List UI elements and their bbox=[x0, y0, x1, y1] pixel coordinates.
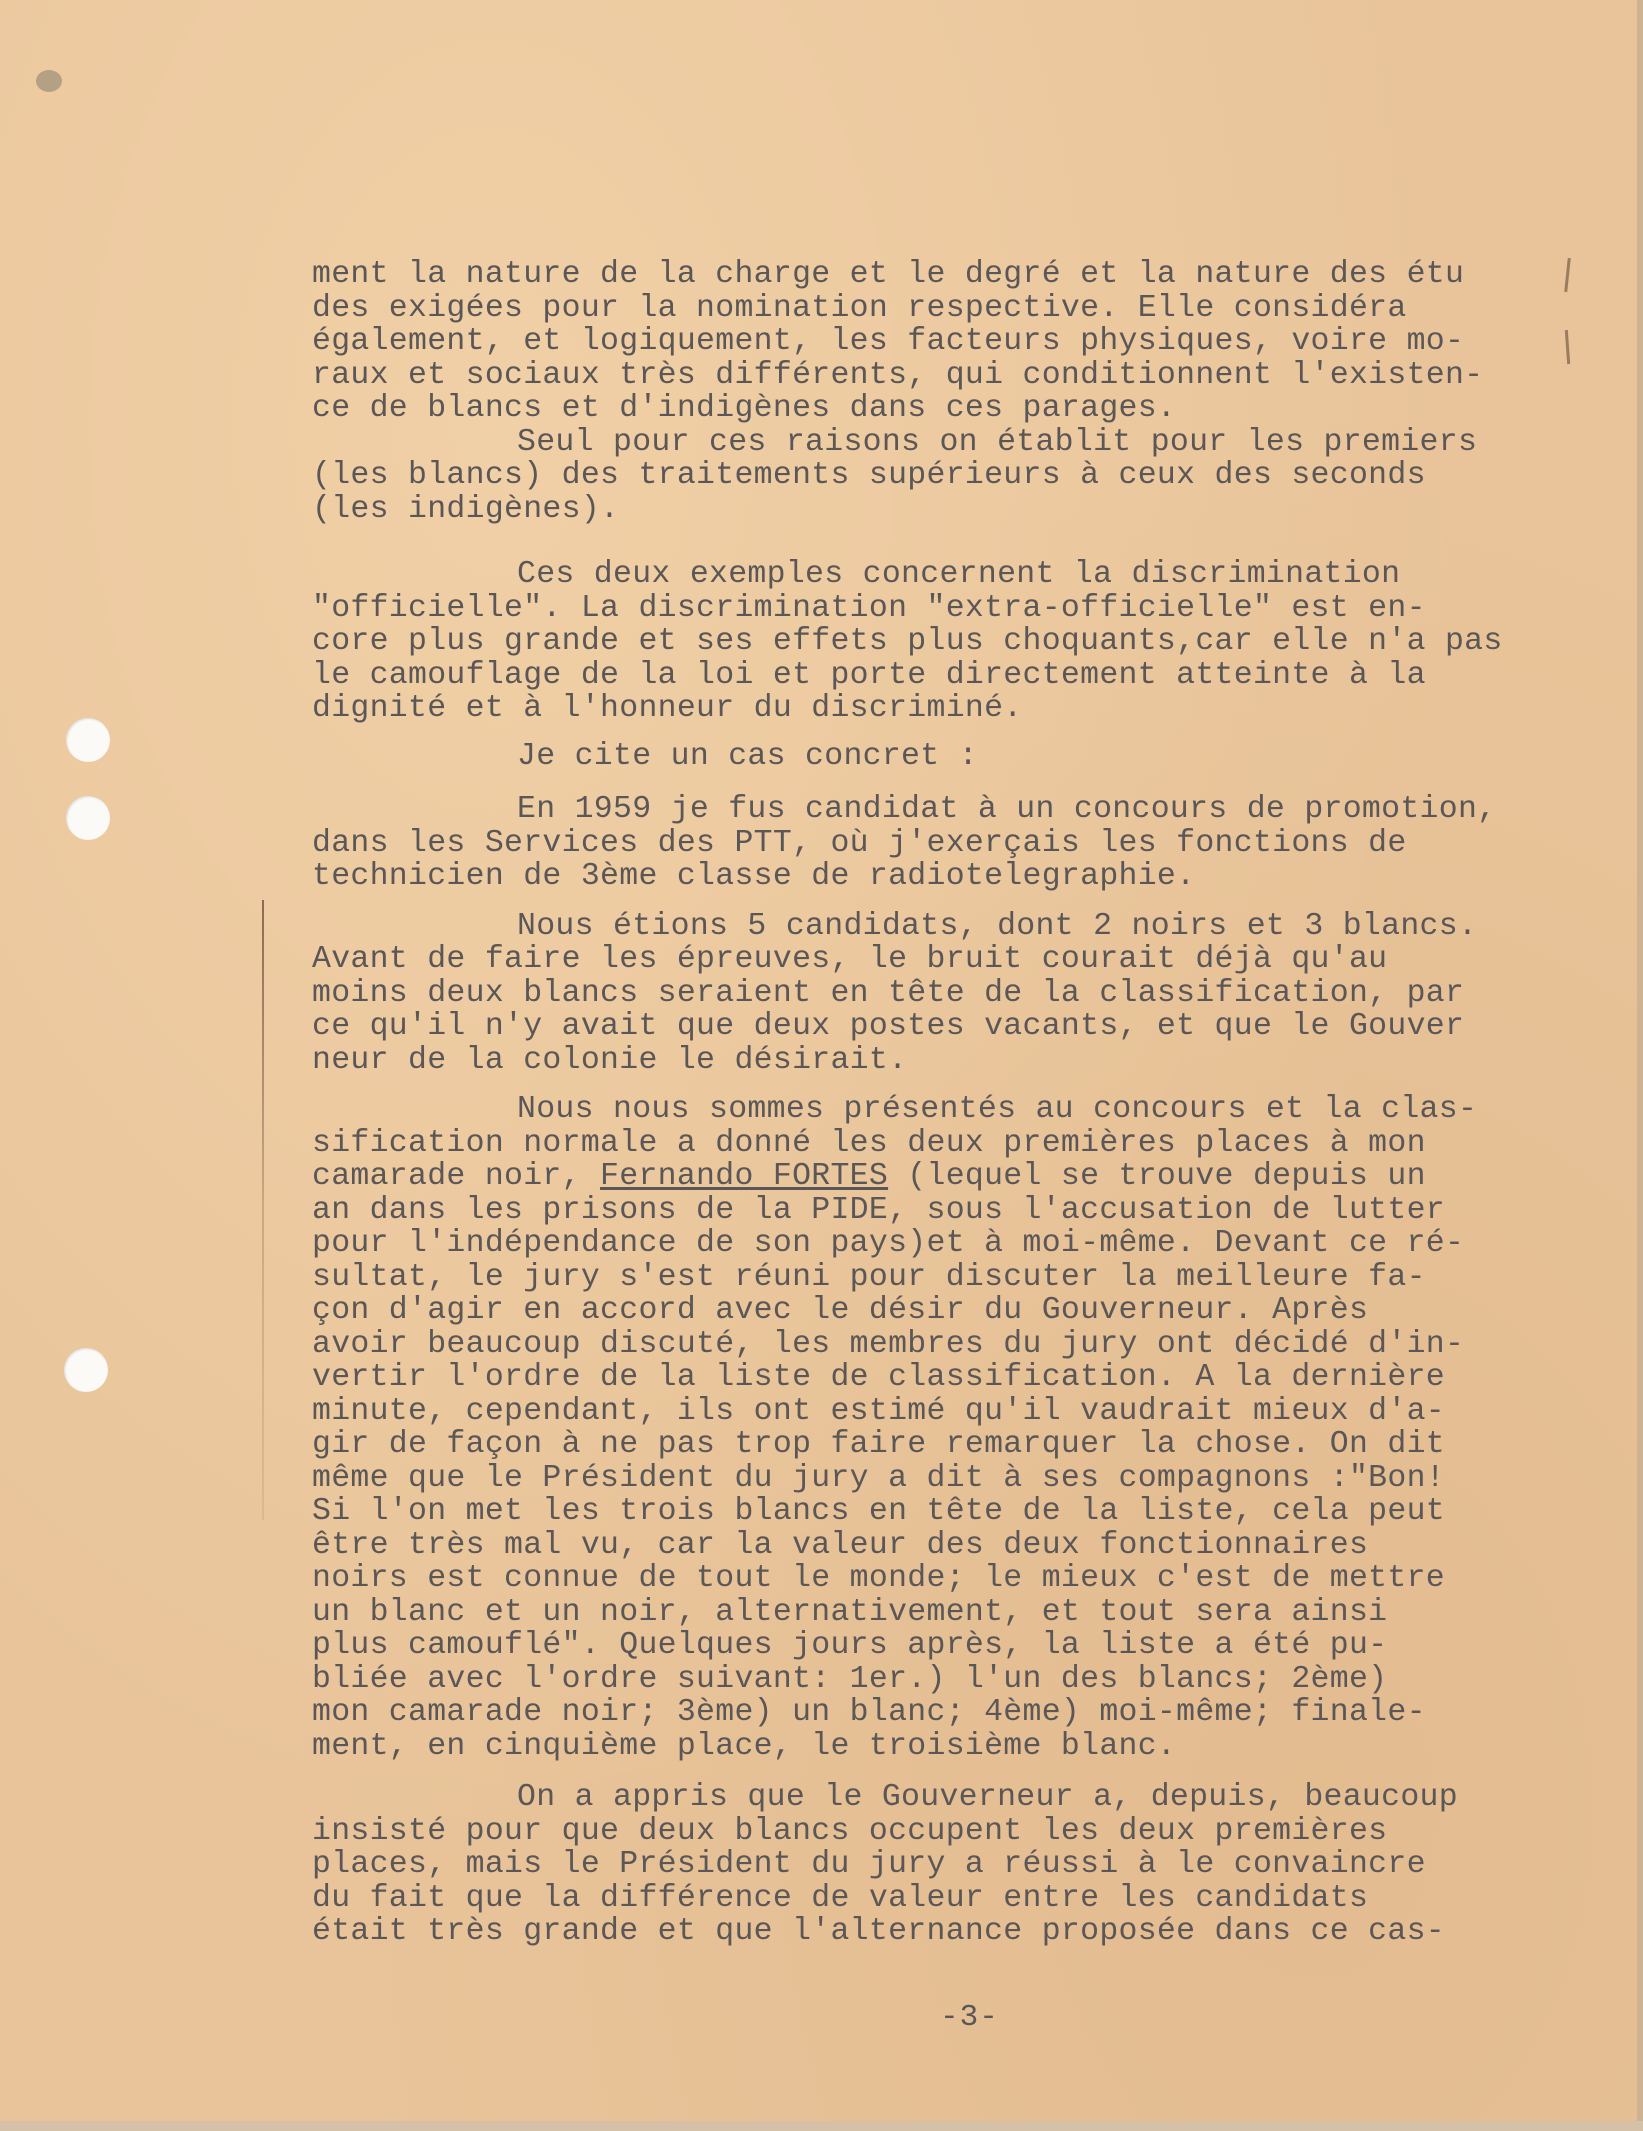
paragraph bbox=[312, 793, 1572, 894]
text-line: dans les Services des PTT, où j'exerçais les fonctions de bbox=[312, 825, 1407, 861]
ink-smudge bbox=[36, 70, 62, 92]
text-line: plus camouflé". Quelques jours après, la liste a été pu- bbox=[312, 1628, 1388, 1663]
text-line: minute, cependant, ils ont estimé qu'il vaudrait mieux d'a- bbox=[312, 1393, 1445, 1429]
text-line: (les blancs) des traitements supérieurs à ceux des seconds bbox=[312, 458, 1426, 493]
text-line: le camouflage de la loi et porte directement atteinte à la bbox=[312, 657, 1426, 693]
text-line: sultat, le jury s'est réuni pour discuter la meilleure fa- bbox=[312, 1259, 1426, 1295]
paragraph bbox=[312, 558, 1572, 726]
text-line: "officielle". La discrimination "extra-officielle" est en- bbox=[312, 590, 1426, 626]
text-line: core plus grande et ses effets plus choquants,car elle n'a pas bbox=[312, 624, 1503, 659]
text-line: ce de blancs et d'indigènes dans ces parages. bbox=[312, 391, 1177, 426]
text-line: On a appris que le Gouverneur a, depuis, beaucoup bbox=[517, 1780, 1458, 1815]
text-fragment: camarade noir, bbox=[312, 1159, 601, 1194]
text-line: bliée avec l'ordre suivant: 1er.) l'un des blancs; 2ème) bbox=[312, 1661, 1388, 1697]
text-line: même que le Président du jury a dit à ses compagnons :"Bon! bbox=[312, 1460, 1445, 1496]
text-line: raux et sociaux très différents, qui conditionnent l'existen- bbox=[312, 357, 1484, 393]
text-line: insisté pour que deux blancs occupent les deux premières bbox=[312, 1813, 1388, 1849]
text-line: Si l'on met les trois blancs en tête de la liste, cela peut bbox=[312, 1494, 1445, 1529]
text-line: gir de façon à ne pas trop faire remarquer la chose. On dit bbox=[312, 1427, 1445, 1462]
text-line: ce qu'il n'y avait que deux postes vacants, et que le Gouver bbox=[312, 1009, 1465, 1044]
text-line: En 1959 je fus candidat à un concours de promotion, bbox=[517, 792, 1497, 827]
text-line: neur de la colonie le désirait. bbox=[312, 1042, 908, 1078]
text-line: mon camarade noir; 3ème) un blanc; 4ème) moi-même; finale- bbox=[312, 1695, 1426, 1730]
paragraph bbox=[312, 258, 1572, 426]
text-line: également, et logiquement, les facteurs physiques, voire mo- bbox=[312, 324, 1465, 359]
page-edge-bottom bbox=[0, 2121, 1643, 2131]
typed-text-body bbox=[312, 258, 1572, 1949]
text-line: Ces deux exemples concernent la discrimination bbox=[517, 557, 1401, 592]
paragraph bbox=[312, 426, 1572, 527]
text-line: Je cite un cas concret : bbox=[517, 738, 978, 774]
text-line: dignité et à l'honneur du discriminé. bbox=[312, 691, 1023, 726]
punch-hole-bottom bbox=[64, 1348, 108, 1392]
text-line: sification normale a donné les deux premières places à mon bbox=[312, 1125, 1426, 1161]
text-line: (les indigènes). bbox=[312, 491, 620, 527]
paragraph bbox=[312, 1093, 1572, 1763]
text-line: ment la nature de la charge et le degré et la nature des étu bbox=[312, 257, 1465, 292]
text-line: Avant de faire les épreuves, le bruit courait déjà qu'au bbox=[312, 942, 1388, 977]
punch-hole-middle bbox=[66, 796, 110, 840]
text-line: ment, en cinquième place, le troisième blanc. bbox=[312, 1728, 1177, 1764]
page-edge-right bbox=[1637, 0, 1643, 2131]
text-line: noirs est connue de tout le monde; le mieux c'est de mettre bbox=[312, 1561, 1445, 1596]
text-line: un blanc et un noir, alternativement, et tout sera ainsi bbox=[312, 1594, 1388, 1630]
text-line: Nous nous sommes présentés au concours et la clas- bbox=[517, 1092, 1478, 1127]
text-line: places, mais le Président du jury a réussi à le convaincre bbox=[312, 1847, 1426, 1882]
text-line: avoir beaucoup discuté, les membres du jury ont décidé d'in- bbox=[312, 1326, 1465, 1362]
text-line: moins deux blancs seraient en tête de la classification, par bbox=[312, 975, 1465, 1011]
text-line: Seul pour ces raisons on établit pour les premiers bbox=[517, 424, 1478, 460]
text-line: technicien de 3ème classe de radiotelegraphie. bbox=[312, 859, 1196, 894]
pencil-margin-line bbox=[262, 900, 264, 1520]
text-fragment: (lequel se trouve depuis un bbox=[888, 1159, 1426, 1194]
page-number: -3- bbox=[940, 2000, 999, 2035]
text-line: Nous étions 5 candidats, dont 2 noirs et 3 blancs. bbox=[517, 908, 1478, 944]
paragraph bbox=[312, 910, 1572, 1078]
text-line: pour l'indépendance de son pays)et à moi-même. Devant ce ré- bbox=[312, 1226, 1465, 1261]
text-line: des exigées pour la nomination respective. Elle considéra bbox=[312, 290, 1407, 326]
paragraph bbox=[312, 1781, 1572, 1949]
text-line: était très grande et que l'alternance proposée dans ce cas- bbox=[312, 1914, 1445, 1949]
text-line: an dans les prisons de la PIDE, sous l'accusation de lutter bbox=[312, 1192, 1445, 1228]
text-line: çon d'agir en accord avec le désir du Gouverneur. Après bbox=[312, 1293, 1369, 1328]
text-line: être très mal vu, car la valeur des deux fonctionnaires bbox=[312, 1527, 1369, 1563]
underlined-name: Fernando FORTES bbox=[600, 1159, 889, 1194]
text-line-with-underlined-name bbox=[312, 1160, 1572, 1194]
text-line: du fait que la différence de valeur entre les candidats bbox=[312, 1880, 1369, 1916]
paragraph bbox=[312, 740, 1572, 774]
punch-hole-top bbox=[66, 718, 110, 762]
text-line: vertir l'ordre de la liste de classification. A la dernière bbox=[312, 1360, 1445, 1395]
